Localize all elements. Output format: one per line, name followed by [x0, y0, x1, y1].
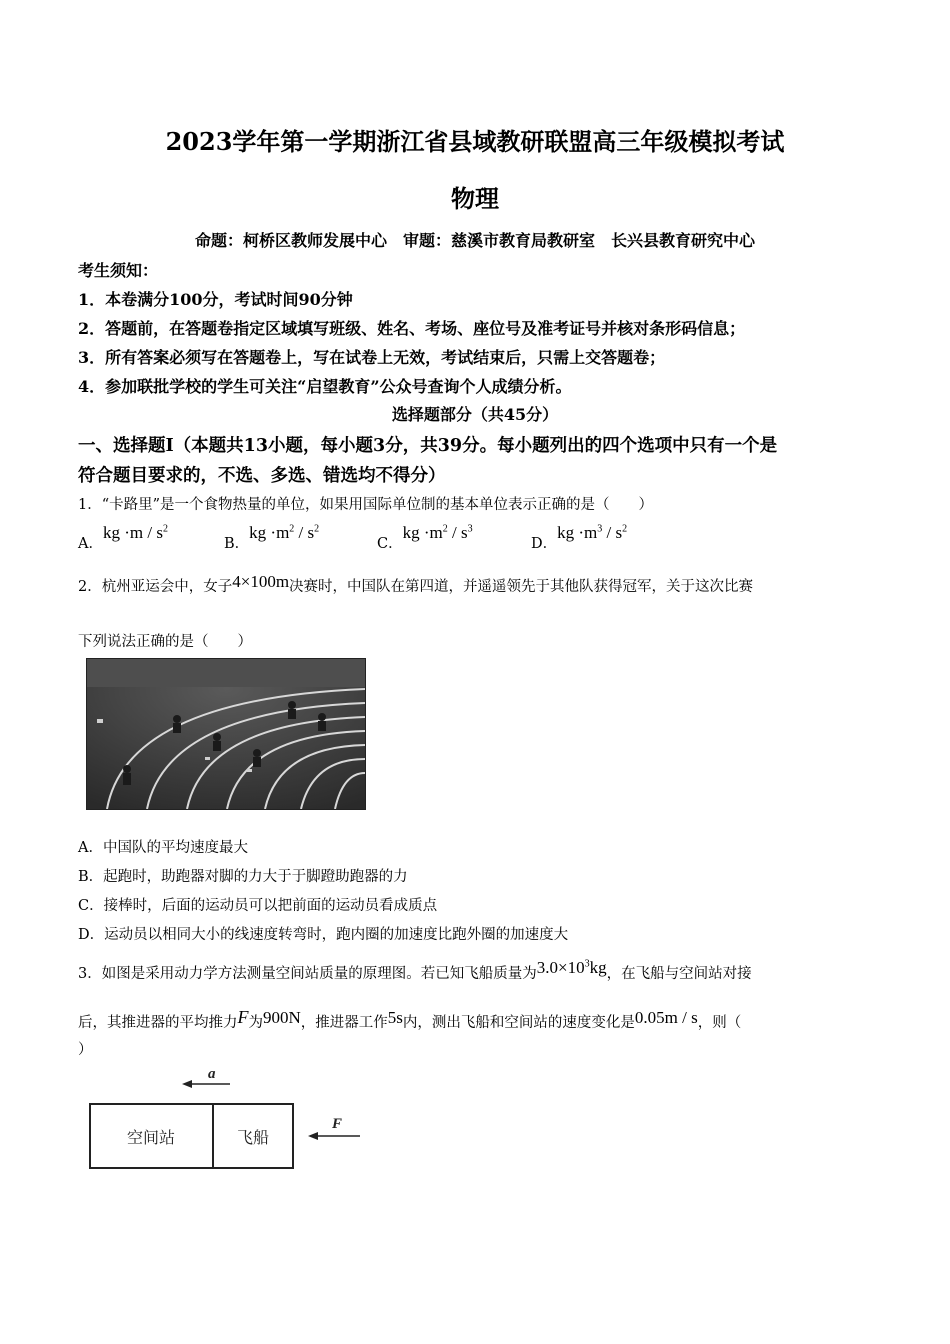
q1-option-d: [531, 522, 628, 552]
option-label: B．: [224, 536, 250, 552]
unit-exp: 3: [467, 523, 473, 535]
unit-base: kg ·m: [249, 523, 290, 542]
section-heading-cont: 符合题目要求的，不选、多选、错选均不得分）: [78, 466, 446, 486]
force-arrow-head: [308, 1132, 318, 1140]
unit-denominator: / s: [602, 523, 623, 542]
unit-denominator: / s: [294, 523, 315, 542]
mass-exp: 3: [584, 958, 590, 970]
unit-exp: 3: [597, 523, 603, 535]
exam-subject: 物理: [451, 184, 499, 213]
q1-option-a: [78, 522, 168, 552]
unit-exp: 2: [314, 523, 320, 535]
unit-base: kg ·m / s: [102, 523, 163, 542]
unit-exp: 2: [622, 523, 628, 535]
q2-option-c: C．接棒时，后面的运动员可以把前面的运动员看成质点: [78, 898, 438, 914]
q2-stem-line2: 下列说法正确的是（ ）: [78, 634, 252, 650]
unit-exp: 2: [162, 523, 168, 535]
part-heading: 选择题部分（共45分）: [391, 405, 559, 424]
exam-authors: 命题：柯桥区教师发展中心 审题：慈溪市教育局教研室 长兴县教育研究中心: [194, 231, 755, 250]
spaceship-label: 飞船: [236, 1128, 270, 1147]
acceleration-arrow-head: [182, 1080, 192, 1088]
q3-line2-e: ，则（: [697, 1015, 742, 1031]
q2-relay-distance: 4×100m: [232, 572, 290, 591]
option-label: D．: [531, 536, 558, 552]
space-station-label: 空间站: [126, 1128, 176, 1147]
notice-item: 2．答题前，在答题卷指定区域填写班级、姓名、考场、座位号及准考证号并核对条形码信息；: [78, 319, 746, 338]
option-label: A．: [78, 536, 103, 552]
unit-base: kg ·m: [557, 523, 598, 542]
q3-stem-a: 3．如图是采用动力学方法测量空间站质量的原理图。若已知飞船质量为: [78, 966, 537, 982]
q1-stem: 1．“卡路里”是一个食物热量的单位，如果用国际单位制的基本单位表示正确的是（ ）: [78, 497, 654, 513]
q1-option-c: [377, 522, 473, 552]
unit-exp: 2: [289, 523, 295, 535]
notice-item: 4．参加联批学校的学生可关注“启望教育”公众号查询个人成绩分析。: [78, 377, 572, 396]
q3-line2-a: 后，其推进器的平均推力: [78, 1015, 238, 1031]
q2-option-a: A．中国队的平均速度最大: [78, 840, 248, 856]
exam-title: 2023学年第一学期浙江省县域教研联盟高三年级模拟考试: [165, 127, 785, 156]
section-heading: 一、选择题Ⅰ（本题共13小题，每小题3分，共39分。每小题列出的四个选项中只有一个是: [78, 436, 778, 456]
notice-heading: 考生须知：: [78, 261, 159, 280]
force-label: F: [332, 1116, 343, 1132]
unit-base: kg ·m: [402, 523, 443, 542]
q3-force-symbol: F: [237, 1007, 249, 1027]
q3-stem-line2: [78, 1007, 742, 1032]
q3-stem: [78, 958, 752, 983]
q2-option-d: D．运动员以相同大小的线速度转弯时，跑内圈的加速度比跑外圈的加速度大: [78, 927, 569, 943]
q2-stem: [78, 572, 754, 596]
notice-item: 1．本卷满分100分，考试时间90分钟: [78, 290, 353, 309]
q2-stem-b: 决赛时，中国队在第四道，并遥遥领先于其他队获得冠军，关于这次比赛: [289, 579, 754, 595]
option-label: C．: [377, 536, 403, 552]
q3-line2-d: 内，测出飞船和空间站的速度变化是: [402, 1015, 635, 1031]
q3-stem-line3: ）: [78, 1042, 93, 1058]
q2-option-b: B．起跑时，助跑器对脚的力大于于脚蹬助跑器的力: [78, 869, 408, 885]
notice-item: 3．所有答案必须写在答题卷上，写在试卷上无效，考试结束后，只需上交答题卷；: [78, 348, 666, 367]
track-photo: [86, 658, 366, 810]
q3-line2-c: ，推进器工作: [300, 1015, 388, 1031]
docking-diagram: [80, 1062, 380, 1182]
q3-force-value: 900N: [263, 1008, 301, 1027]
docking-diagram-svg: [80, 1062, 380, 1182]
acceleration-label: a: [208, 1066, 216, 1082]
running-track-image: [87, 659, 365, 809]
q3-time-value: 5s: [387, 1008, 403, 1027]
mass-unit: kg: [589, 958, 607, 977]
q3-velocity-change: 0.05m / s: [634, 1008, 698, 1027]
unit-exp: 2: [442, 523, 448, 535]
q2-stem-a: 2．杭州亚运会中，女子: [78, 579, 233, 595]
mass-base: 3.0×10: [536, 958, 585, 977]
q1-option-b: [224, 522, 320, 552]
unit-denominator: / s: [447, 523, 468, 542]
q3-ship-mass: [537, 958, 607, 977]
q3-line2-b: 为: [248, 1015, 263, 1031]
q3-stem-b: ，在飞船与空间站对接: [606, 966, 752, 982]
